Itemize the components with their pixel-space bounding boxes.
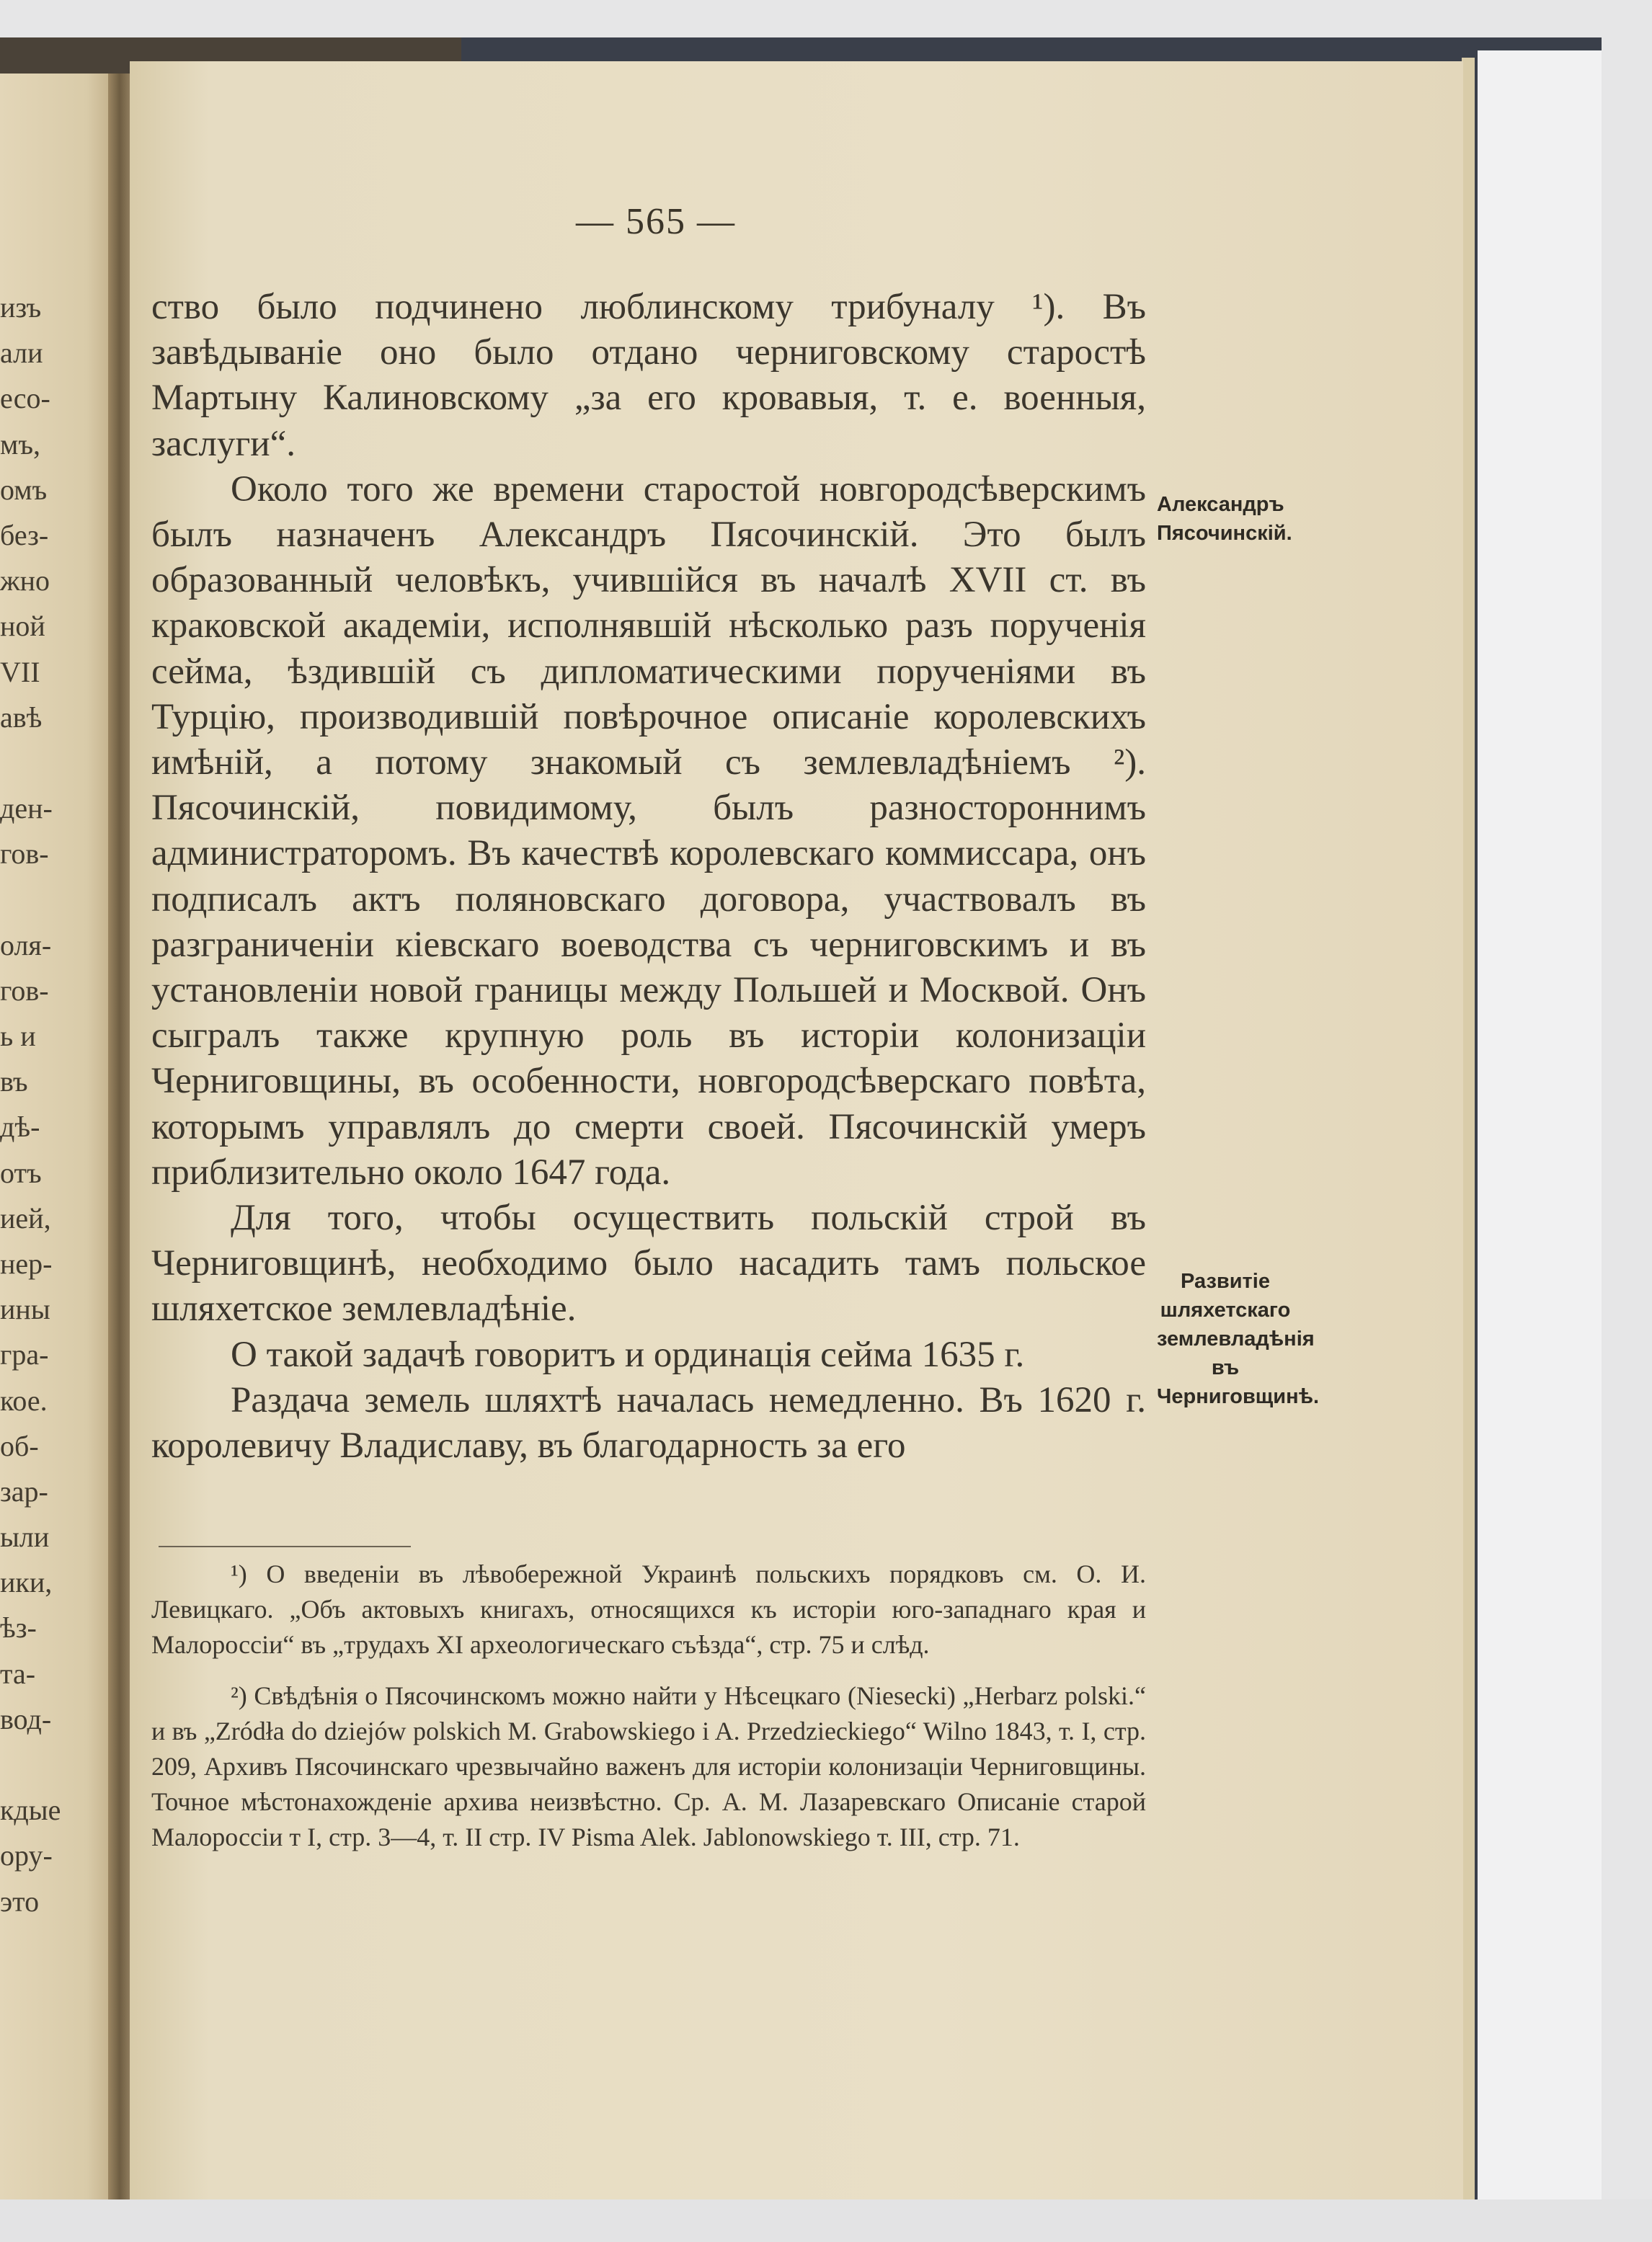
previous-page-line: кдые xyxy=(0,1794,61,1827)
previous-page-line: отъ xyxy=(0,1156,42,1189)
previous-page-line: оля- xyxy=(0,928,52,961)
paragraph: ство было подчинено люблинскому трибуналу ¹). Въ завѣдываніе оно было отдано черниговскому старостѣ Мартыну Калиновскому „за его кровавыя, т. е. военныя, заслуги“. xyxy=(151,287,1146,464)
previous-page-line: ь и xyxy=(0,1020,36,1052)
previous-page-line: гов- xyxy=(0,837,49,871)
paragraph: Около того же времени старостой новгородсѣверскимъ былъ назначенъ Александръ Пясочинскій. Это былъ образованный человѣкъ, учившійся въ началѣ XVII ст. въ краковской академіи, исполнявшій нѣсколько разъ порученія сейма, ѣздившій съ дипломатическими порученіями въ Турцію, производившій повѣрочное описаніе королевскихъ имѣній, а потому знакомый съ землевладѣніемъ ²). Пясочинскій, повидимому, былъ разностороннимъ администраторомъ. Въ качествѣ королевскаго коммиссара, онъ подписалъ актъ поляновскаго договора, участвовалъ въ разграниченіи кіевскаго воеводства съ черниговскимъ и въ установленіи новой границы между Польшей и Москвой. Онъ сыгралъ также крупную роль въ исторіи колонизаціи Черниговщины, въ особенности, новгородсѣверскаго повѣта, которымъ управлялъ до смерти своей. Пясочинскій умеръ приблизительно около 1647 года. xyxy=(151,468,1146,1193)
previous-page-line: ией, xyxy=(0,1201,51,1235)
previous-page-line: омъ xyxy=(0,473,48,506)
previous-page-line: въ xyxy=(0,1065,28,1098)
scan-top-margin xyxy=(0,0,1652,37)
previous-page-line xyxy=(0,876,65,922)
previous-page-line: дѣ- xyxy=(0,1111,40,1144)
previous-page-line: ики, xyxy=(0,1566,53,1599)
paragraph: Для того, чтобы осуществить польскій строй въ Черниговщинѣ, необходимо было насадить тамъ польское шляхетское землевладѣніе. xyxy=(151,1198,1146,1330)
previous-page-line: ѣз- xyxy=(0,1611,37,1645)
previous-page-line: VII xyxy=(0,655,40,688)
previous-page-line: изъ xyxy=(0,291,42,324)
previous-page-line: это xyxy=(0,1885,40,1918)
previous-page-line xyxy=(0,1742,65,1787)
previous-page-line: ной xyxy=(0,610,45,643)
previous-page-line: мъ, xyxy=(0,427,40,461)
previous-page-line: али xyxy=(0,337,43,370)
margin-note: Александръ Пясочинскій. xyxy=(1157,493,1292,545)
previous-page-line: кое. xyxy=(0,1384,48,1417)
previous-page-line: зар- xyxy=(0,1474,48,1508)
previous-page-line: вод- xyxy=(0,1702,52,1735)
previous-page-line: та- xyxy=(0,1657,36,1690)
previous-page-line: об- xyxy=(0,1429,39,1462)
main-text xyxy=(151,285,1146,1469)
previous-page-line: ины xyxy=(0,1293,50,1326)
previous-page-text xyxy=(0,285,65,1924)
footnote-rule xyxy=(159,1546,411,1547)
margin-note: Развитіе шляхетскаго землевладѣнія въ Черниговщинѣ. xyxy=(1157,1270,1320,1408)
scan-bottom-margin xyxy=(0,2199,1652,2242)
previous-page-line: без- xyxy=(0,518,49,551)
footnote: ¹) О введеніи въ лѣвобережной Украинѣ польскихъ порядковъ см. О. И. Левицкаго. „Объ актовыхъ книгахъ, относящихся къ исторіи юго-западнаго края и Малороссіи“ въ „трудахъ XI археологическаго съѣзда“, стр. 75 и слѣд. xyxy=(151,1560,1146,1659)
page-stack-edge xyxy=(1478,50,1602,2199)
previous-page-line: ден- xyxy=(0,792,53,825)
page-edge xyxy=(1462,58,1475,2199)
paragraph: Раздача земель шляхтѣ началась немедленно. Въ 1620 г. королевичу Владиславу, въ благодарность за его xyxy=(151,1379,1146,1467)
paragraph: О такой задачѣ говоритъ и ординація сейма 1635 г. xyxy=(231,1334,1025,1375)
footnotes xyxy=(151,1557,1146,1871)
footnote: ²) Свѣдѣнія о Пясочинскомъ можно найти у Нѣсецкаго (Niesecki) „Herbarz polski.“ и въ „Zródła do dziejów polskich M. Grabowskiego i A. Przedzieckiego“ Wilno 1843, т. I, стр. 209, Архивъ Пясочинскаго чрезвычайно важенъ для исторіи колонизаціи Черниговщины. Точное мѣстонахожденіе архива неизвѣстно. Ср. А. М. Лазаревскаго Описаніе старой Малороссіи т I, стр. 3—4, т. II стр. IV Pisma Alek. Jablonowskiego т. III, стр. 71. xyxy=(151,1681,1146,1851)
previous-page-line: есо- xyxy=(0,382,50,415)
previous-page-line: авѣ xyxy=(0,700,43,734)
previous-page-line: жно xyxy=(0,564,50,597)
previous-page-line: нер- xyxy=(0,1247,53,1280)
page-number: — 565 — xyxy=(576,201,736,242)
previous-page-line: гра- xyxy=(0,1338,49,1371)
previous-page-line: гов- xyxy=(0,974,49,1007)
scan-right-margin xyxy=(1602,0,1652,2242)
previous-page-line xyxy=(0,740,65,786)
previous-page-line: ору- xyxy=(0,1839,53,1872)
previous-page-line: ыли xyxy=(0,1521,50,1554)
